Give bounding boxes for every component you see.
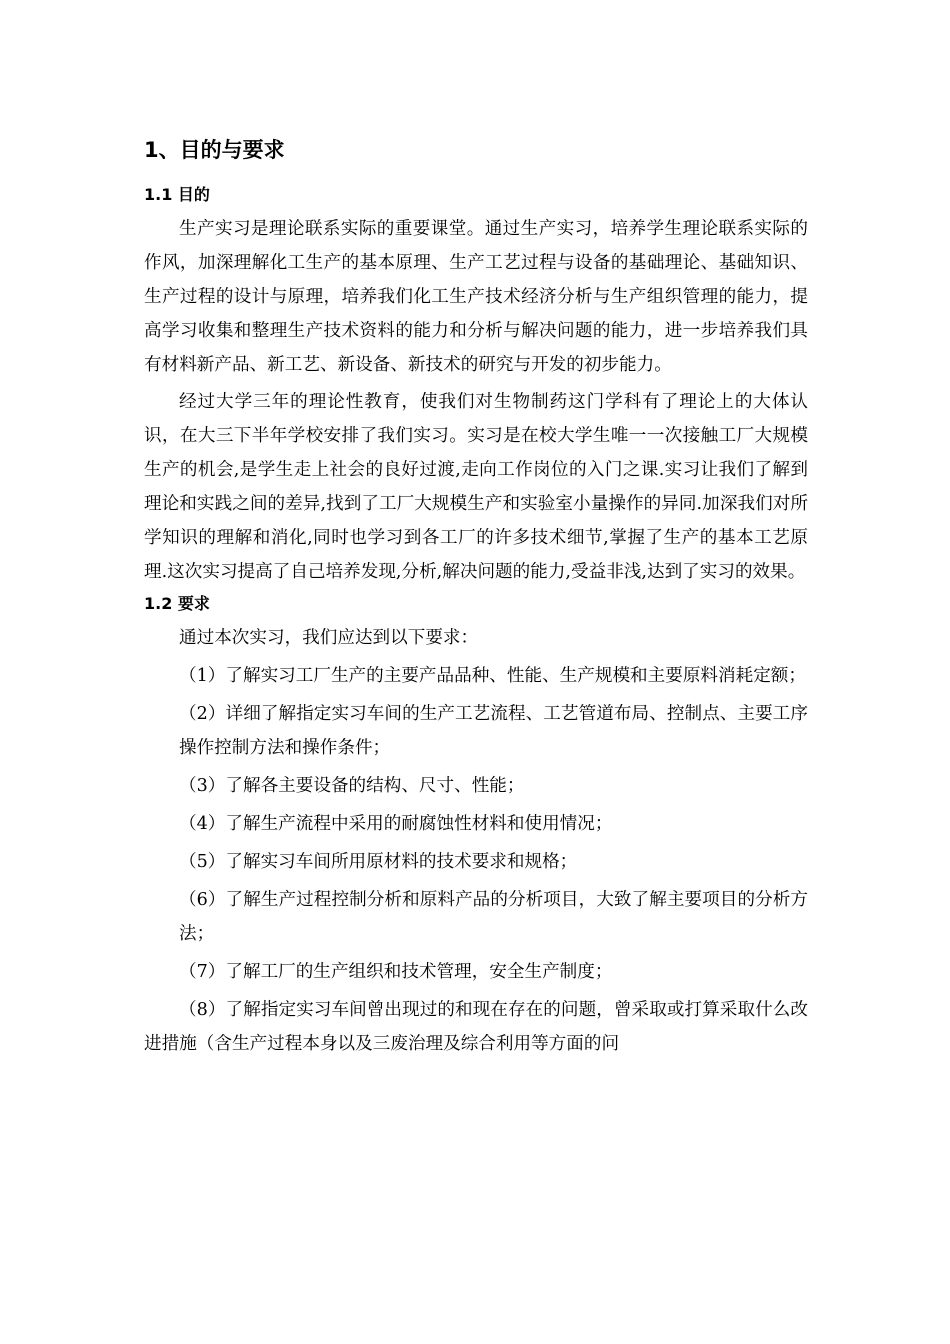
requirement-item-1: （1）了解实习工厂生产的主要产品品种、性能、生产规模和主要原料消耗定额； [179,666,806,686]
document-body [144,132,808,1065]
purpose-paragraph-2: 经过大学三年的理论性教育，使我们对生物制药这门学科有了理论上的大体认识，在大三下半年学校安排了我们实习。实习是在校大学生唯一一次接触工厂大规模生产的机会,是学生走上社会的良好过渡,走向工作岗位的入门之课.实习让我们了解到理论和实践之间的差异,找到了工厂大规模生产和实验室小量操作的异同.加深我们对所学知识的理解和消化,同时也学习到各工厂的许多技术细节,掌握了生产的基本工艺原理.这次实习提高了自己培养发现,分析,解决问题的能力,受益非浅,达到了实习的效果。 [144,392,808,582]
requirement-item-6: （6）了解生产过程控制分析和原料产品的分析项目，大致了解主要项目的分析方法； [179,890,808,944]
section-heading-1: 1、目的与要求 [144,138,285,162]
requirements-intro: 通过本次实习，我们应达到以下要求： [179,628,479,648]
requirement-item-7: （7）了解工厂的生产组织和技术管理，安全生产制度； [179,962,613,982]
purpose-paragraph-1: 生产实习是理论联系实际的重要课堂。通过生产实习，培养学生理论联系实际的作风，加深理解化工生产的基本原理、生产工艺过程与设备的基础理论、基础知识、生产过程的设计与原理，培养我们化工生产技术经济分析与生产组织管理的能力，提高学习收集和整理生产技术资料的能力和分析与解决问题的能力，进一步培养我们具有材料新产品、新工艺、新设备、新技术的研究与开发的初步能力。 [144,219,808,375]
subsection-heading-purpose: 1.1 目的 [144,185,210,204]
requirement-item-2: （2）详细了解指定实习车间的生产工艺流程、工艺管道布局、控制点、主要工序操作控制方法和操作条件； [179,704,808,758]
requirement-item-3: （3）了解各主要设备的结构、尺寸、性能； [179,776,525,796]
requirement-item-5: （5）了解实习车间所用原材料的技术要求和规格； [179,852,578,872]
requirement-item-4: （4）了解生产流程中采用的耐腐蚀性材料和使用情况； [179,814,613,834]
requirement-item-8: （8）了解指定实习车间曾出现过的和现在存在的问题，曾采取或打算采取什么改进措施（含生产过程本身以及三废治理及综合利用等方面的问 [144,1000,808,1054]
subsection-heading-requirements: 1.2 要求 [144,594,210,613]
